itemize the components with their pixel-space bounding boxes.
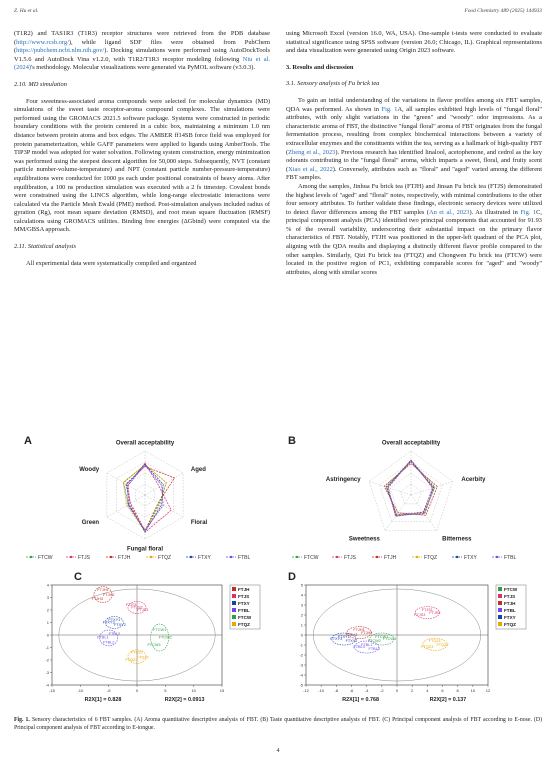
- y-tick-label: -5: [299, 682, 303, 688]
- radar-axis-label: Woody: [79, 467, 100, 473]
- legend-label-ftxy: FTXY: [238, 600, 250, 606]
- y-tick-label: 3: [46, 595, 49, 600]
- x-tick-label: -2: [380, 688, 384, 693]
- legend-swatch-ftcw: [498, 587, 502, 591]
- radar-axis-label: Astringency: [325, 477, 361, 484]
- x-tick-label: 2: [411, 688, 414, 693]
- panel-label-a: A: [24, 435, 32, 447]
- right-column: [286, 30, 542, 277]
- legend-marker-ftjh: [110, 556, 112, 558]
- point-ftjs: FTJS2: [429, 611, 441, 616]
- point-ftxy: FTXY2: [114, 623, 126, 628]
- radar-axis-label: Overall acceptability: [381, 440, 441, 447]
- point-ftqz: FTQZ2: [136, 655, 149, 660]
- panel-d-etongue-pca: [280, 571, 542, 709]
- legend-marker-ftjs: [70, 556, 72, 558]
- link-pubchem[interactable]: https://pubchem.ncbi.nlm.nih.gov/: [16, 47, 105, 55]
- y-tick-label: 2: [300, 612, 303, 618]
- point-ftcw: FTCW1: [153, 628, 167, 633]
- x-tick-label: 4: [426, 688, 429, 693]
- y-tick-label: -1: [45, 645, 49, 650]
- pca-chart-enose: [14, 571, 276, 709]
- legend-swatch-ftqz: [232, 622, 236, 626]
- radar-axis-label: Acerbity: [461, 477, 486, 484]
- y-tick-label: 0: [46, 632, 49, 638]
- legend-label-ftcw: FTCW: [304, 555, 319, 561]
- point-ftcw: FTCW3: [147, 643, 161, 648]
- point-ftxy: FTXY1: [338, 635, 350, 640]
- panel-b-taste-radar: [280, 433, 542, 565]
- x-axis-label-r2x2: R2X[2] = 0.0913: [164, 697, 205, 703]
- point-ftjs: FTJS3: [137, 608, 149, 613]
- link-fig1c[interactable]: Fig. 1: [520, 208, 537, 216]
- y-tick-label: 4: [300, 592, 303, 598]
- point-ftjh: FTJH3: [345, 633, 358, 638]
- panel-label-b: B: [288, 435, 296, 447]
- point-ftbl: FTBL1: [360, 643, 373, 648]
- section-heading-results: 3. Results and discussion: [286, 63, 354, 71]
- point-ftxy: FTXY1: [108, 618, 121, 623]
- x-tick-label: 10: [191, 688, 196, 693]
- legend-marker-ftqz: [150, 556, 152, 558]
- paragraph-statistics: All experimental data were systematically compiled and organized: [26, 259, 197, 267]
- legend-marker-ftbl: [496, 556, 498, 558]
- point-ftxy: FTXY2: [345, 639, 358, 644]
- legend-swatch-ftxy: [498, 615, 502, 619]
- link-fig1[interactable]: Fig. 1: [381, 105, 398, 113]
- legend-label-ftjs: FTJS: [504, 593, 516, 599]
- point-ftcw: FTCW1: [375, 635, 389, 640]
- legend-swatch-ftxy: [232, 601, 236, 605]
- legend-label-ftjs: FTJS: [238, 593, 250, 599]
- x-tick-label: 8: [456, 688, 459, 693]
- x-tick-label: -10: [318, 688, 325, 693]
- section-heading-sensory: 3.1. Sensory analysis of Fu brick tea: [286, 80, 380, 88]
- radar-axis-label: Sweetness: [348, 536, 380, 543]
- point-ftcw: FTCW3: [382, 637, 396, 642]
- point-ftcw: FTCW2: [158, 635, 172, 640]
- point-ftjh: FTJH2: [102, 593, 115, 598]
- legend-label-ftxy: FTXY: [464, 555, 477, 561]
- radar-chart-taste: [280, 433, 542, 565]
- y-tick-label: 0: [300, 632, 303, 638]
- y-tick-label: 4: [46, 582, 49, 588]
- legend-label-ftqz: FTQZ: [424, 555, 438, 561]
- legend-label-ftcw: FTCW: [238, 614, 252, 620]
- legend-marker-ftqz: [416, 556, 418, 558]
- legend-label-ftjs: FTJS: [78, 555, 90, 561]
- y-tick-label: 5: [300, 582, 303, 588]
- point-ftbl: FTBL1: [97, 635, 109, 640]
- legend-swatch-ftjh: [498, 601, 502, 605]
- point-ftbl: FTBL2: [102, 640, 115, 645]
- legend-label-ftxy: FTXY: [504, 614, 516, 620]
- legend-label-ftxy: FTXY: [198, 555, 211, 561]
- point-ftqz: FTQZ3: [125, 658, 138, 663]
- x-axis-label-r2x2: R2X[2] = 0.137: [429, 697, 467, 703]
- link-zheng-2023[interactable]: Zheng et al., 2023: [288, 148, 336, 156]
- legend-label-ftjs: FTJS: [344, 555, 356, 561]
- point-ftbl: FTBL3: [353, 645, 365, 650]
- x-tick-label: -10: [77, 688, 84, 693]
- x-tick-label: -6: [349, 688, 354, 693]
- paragraph-md: Four sweetness-associated aroma compounds were selected for molecular dynamics (MD) simulations of the sweet taste receptor-aroma compound complexes. The simulations were performed using the GROMACS 2021.5 software package. Systems were constructed in periodic boundary conditions with the protein centered in a cubic box, maintaining a minimum 1.0 nm distance between protein atoms and box edges. The AMBER ff14SB force field was employed for protein parameterization, while GAFF parameters were applied to ligands using AmberTools. The TIP3P model was adopted for water solvation. Following system construction, energy minimization was performed using the steepest descent algorithm for 50,000 steps. Subsequently, NVT (constant particle number-volume-temperature) and NPT (constant particle number-pressure-temperature) equilibrations were conducted for 1000 ps each under positional constraints of heavy atoms. After equilibration, a 100 ns production simulation was executed with a 2 fs timestep. Covalent bonds were constrained using the LINCS algorithm, while long-range electrostatic interactions were calculated via the Particle Mesh Ewald (PME) method. Post-simulation analyses included radius of gyration (Rg), root mean square deviation (RMSD), and root mean square fluctuation (RMSF) calculations using GROMACS utilities. Binding free energies (ΔGbind) were computed via the MM/GBSA approach.: [14, 97, 270, 234]
- x-tick-label: 5: [164, 688, 167, 693]
- point-ftqz: FTQZ3: [421, 645, 434, 650]
- link-an-2023[interactable]: An et al., 2023: [429, 208, 470, 216]
- radar-chart-aroma: [14, 433, 276, 565]
- section-heading-md: 2.10. MD simulation: [14, 80, 67, 88]
- left-column: [14, 30, 270, 268]
- point-ftjh: FTJH1: [97, 588, 109, 593]
- legend-swatch-ftjs: [232, 594, 236, 598]
- panel-label-d: D: [288, 571, 296, 583]
- legend-label-ftjh: FTJH: [504, 600, 516, 606]
- legend-label-ftqz: FTQZ: [238, 621, 250, 627]
- paragraph-docking: (T1R2) and TAS1R3 (T1R3) receptor structures were retrieved from the PDB database (http://www.rcsb.org/), while ligand SDF files were obtained from PubChem (https://pubchem.ncbi.nlm.nih.gov/). Docking simulations were performed using AutoDockTools V1.5.6 and AutoDock Vina v1.2.0, with T1R2/T1R3 receptor modeling following Niu et al. (2024)'s methodology. Molecular visualizations were generated via PyMOL software (v3.0.3).: [14, 30, 270, 72]
- point-ftqz: FTQZ1: [130, 650, 144, 655]
- legend-marker-ftxy: [190, 556, 192, 558]
- caption-label: Fig. 1.: [14, 717, 30, 723]
- legend-marker-ftbl: [230, 556, 232, 558]
- legend-marker-ftcw: [30, 556, 32, 558]
- x-axis-label-r2x1: R2X[1] = 0.768: [342, 697, 379, 703]
- legend-label-ftqz: FTQZ: [504, 621, 516, 627]
- y-tick-label: 1: [300, 622, 303, 628]
- link-rcsb[interactable]: http://www.rcsb.org/: [16, 38, 69, 46]
- legend-label-ftjh: FTJH: [118, 555, 131, 561]
- point-ftjs: FTJS1: [125, 603, 137, 608]
- y-tick-label: -2: [45, 657, 49, 663]
- y-tick-label: -3: [45, 670, 49, 675]
- figure-1: [14, 433, 542, 709]
- point-ftqz: FTQZ1: [428, 639, 441, 644]
- radar-axis-label: Green: [81, 520, 100, 526]
- radar-series-ftcw: [124, 465, 167, 531]
- paragraph-qda: To gain an initial understanding of the variations in flavor profiles among six FBT samples, QDA was performed. As shown in Fig. 1A, all samples exhibited high levels of "fungal floral" attributes, with only slight variations in the "green" and "woody" odor impressions. As a characteristic aroma of FBT, the distinctive "fungal floral" aroma of FBT originates from the fungal fermentation process, resulting from complex biochemical interactions between a variety of extracellular enzymes and the constituents within the tea, serving as a hallmark of high-quality FBT (Zheng et al., 2023). Previous research has identified linalool, acetophenone, and cedrol as the key odorants contributing to the "fungal floral" aroma, which imparts a sweet, floral, and fruity scent (Xiao et al., 2022). Conversely, attributes such as "floral" and "aged" varied among the different FBT samples.: [286, 96, 543, 182]
- point-ftcw: FTCW2: [367, 639, 381, 644]
- y-tick-label: -4: [45, 682, 49, 688]
- x-tick-label: -15: [49, 688, 55, 693]
- running-header-authors: Z. Hu et al.: [14, 8, 39, 14]
- radar-axis-label: Fungal floral: [127, 546, 163, 553]
- x-tick-label: 10: [470, 688, 476, 693]
- point-ftxy: FTXY3: [330, 637, 343, 642]
- legend-marker-ftcw: [296, 556, 298, 558]
- legend-marker-ftjh: [376, 556, 378, 558]
- legend-swatch-ftbl: [232, 608, 236, 612]
- x-tick-label: 12: [485, 688, 491, 693]
- x-axis-label-r2x1: R2X[1] = 0.828: [84, 697, 122, 703]
- caption-text: Sensory characteristics of 6 FBT samples. (A) Aroma quantitative descriptive analysis of FBT. (B) Taste quantitative descriptive analysis of FBT. (C) Principal component analysis of FBT according to E-nose. (D) Principal component analysis of FBT according to E-tongue.: [14, 717, 543, 731]
- point-ftjh: FTJH2: [360, 631, 373, 636]
- point-ftxy: FTXY3: [102, 620, 115, 625]
- panel-a-aroma-radar: [14, 433, 276, 565]
- point-ftjs: FTJS3: [414, 613, 426, 618]
- legend-swatch-ftqz: [498, 622, 502, 626]
- link-xiao-2022[interactable]: Xiao et al., 2022: [288, 165, 333, 173]
- x-tick-label: 0: [135, 688, 139, 693]
- legend-swatch-ftjs: [498, 594, 502, 598]
- radar-series-ftjh: [384, 464, 437, 516]
- section-heading-statistics: 2.11. Statistical analysis: [14, 243, 77, 251]
- radar-axis-label: Bitterness: [442, 536, 472, 543]
- legend-swatch-ftcw: [232, 615, 236, 619]
- page-number: 4: [276, 748, 280, 754]
- radar-axis-label: Overall acceptability: [115, 440, 175, 447]
- legend-label-ftcw: FTCW: [504, 586, 518, 592]
- x-tick-label: -4: [364, 688, 369, 693]
- legend-label-ftbl: FTBL: [238, 607, 250, 613]
- x-tick-label: 6: [441, 688, 444, 693]
- legend-label-ftjh: FTJH: [238, 586, 250, 592]
- point-ftqz: FTQZ2: [436, 643, 449, 648]
- figure-caption: [14, 717, 542, 733]
- radar-axis-label: Floral: [190, 520, 208, 526]
- point-ftbl: FTBL3: [108, 631, 121, 636]
- legend-label-ftbl: FTBL: [504, 555, 517, 561]
- y-tick-label: -4: [299, 672, 303, 678]
- legend-marker-ftjs: [336, 556, 338, 558]
- pca-chart-etongue: [280, 571, 542, 709]
- running-header-journal: Food Chemistry 489 (2025) 144933: [464, 8, 542, 14]
- y-tick-label: -2: [299, 652, 303, 658]
- legend-swatch-ftjh: [232, 587, 236, 591]
- paragraph-pca: Among the samples, Jinhua Fu brick tea (FTJH) and Jinsan Fu brick tea (FTJS) demonstrated the highest levels of "aged" and "floral" notes, respectively, with minimal contributions to the other four sensory attributes. To further validate these findings, electronic sensory devices were utilized to detect flavor differences among the FBT samples (An et al., 2023). As illustrated in Fig. 1C, principal component analysis (PCA) identified two principal components that accounted for 91.93 % of the overall variability, underscoring their substantial impact on the primary flavor characteristics of FBT. Notably, FTJH was positioned in the upper-left quadrant of the PCA plot, aligning with the QDA results and displaying a distinctly different flavor profile compared to the other samples. Similarly, Qizi Fu brick tea (FTQZ) and Chongwen Fu brick tea (FTCW) were located in the positive region of PC1, exhibiting comparable scores for "aged" and "woody" attributes, along with similar scores: [286, 182, 542, 276]
- point-ftjs: FTJS1: [421, 608, 433, 613]
- point-ftbl: FTBL2: [368, 647, 380, 652]
- y-tick-label: 3: [300, 602, 303, 608]
- x-tick-label: -8: [334, 688, 339, 693]
- legend-label-ftcw: FTCW: [38, 555, 53, 561]
- y-tick-label: -3: [299, 662, 303, 668]
- point-ftjh: FTJH1: [353, 628, 365, 633]
- x-tick-label: 0: [395, 688, 399, 693]
- legend-label-ftqz: FTQZ: [158, 555, 172, 561]
- paragraph-software: using Microsoft Excel (version 16.0, WA, USA). One-sample t-tests were conducted to evaluate statistical significance using SPSS software (version 26.0; Chicago, IL). Graphical representations and data visualization were generated using Origin 2023 software.: [286, 30, 542, 55]
- y-tick-label: 2: [46, 607, 49, 613]
- x-tick-label: -5: [106, 688, 111, 693]
- x-tick-label: 15: [219, 688, 225, 693]
- panel-c-enose-pca: [14, 571, 276, 709]
- panel-label-c: C: [74, 571, 82, 583]
- legend-marker-ftxy: [456, 556, 458, 558]
- point-ftjs: FTJS2: [131, 605, 143, 610]
- link-niu-2024[interactable]: Niu et al. (2024): [14, 55, 270, 72]
- x-tick-label: -12: [303, 688, 309, 693]
- radar-axis-label: Aged: [190, 467, 206, 473]
- legend-label-ftbl: FTBL: [504, 607, 516, 613]
- y-tick-label: -1: [299, 642, 303, 648]
- legend-swatch-ftbl: [498, 608, 502, 612]
- point-ftjh: FTJH3: [91, 596, 104, 601]
- y-tick-label: 1: [46, 620, 49, 625]
- legend-label-ftjh: FTJH: [384, 555, 397, 561]
- legend-label-ftbl: FTBL: [238, 555, 251, 561]
